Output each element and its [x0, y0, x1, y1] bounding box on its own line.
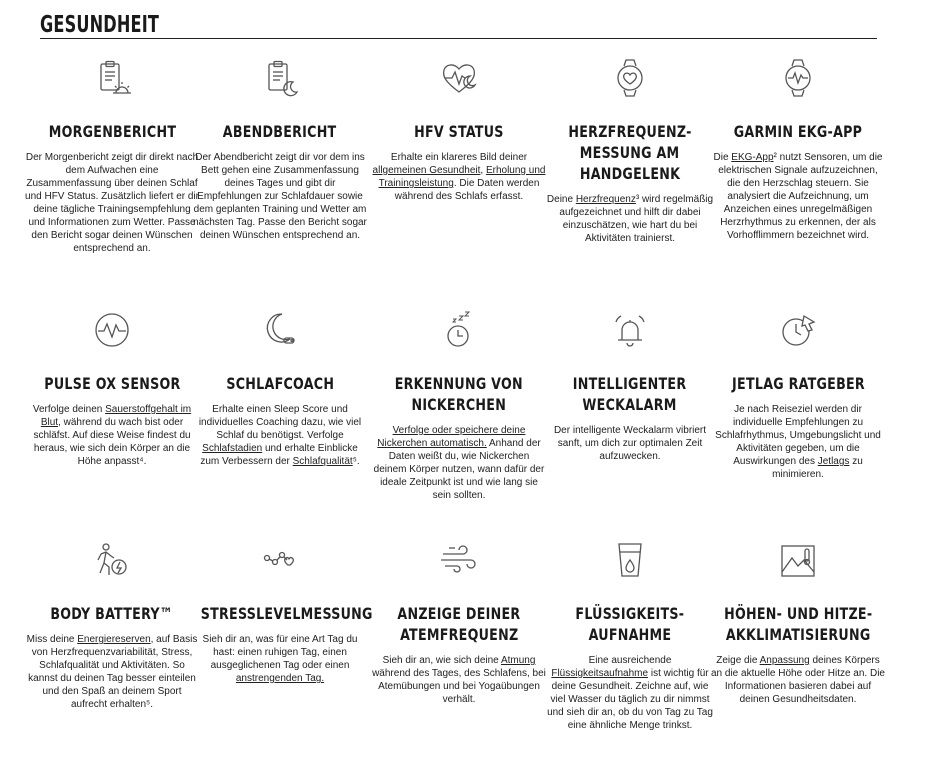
feature-pulse-ox-sensor [29, 310, 195, 530]
description-text: Anhand der Daten weißt du, wie Nickerchen deinem Körper nutzen, wann dafür der ideale Zeitpunkt ist und wie lang sie sein sollten. [373, 438, 545, 501]
description-text: , [480, 165, 486, 176]
inline-link[interactable]: Atmung [500, 655, 536, 666]
feature-description [193, 403, 367, 468]
feature-description [543, 654, 717, 732]
feature-jetlag-ratgeber [715, 310, 881, 530]
description-text: Je nach Reiseziel werden dir individuelle Empfehlungen zu Schlafrhythmus, Umgebungslicht und Aktivitäten gegeben, um die Auswirkungen des [715, 404, 881, 467]
feature-description [711, 654, 885, 706]
feature-description [372, 424, 546, 502]
inline-link[interactable]: Schlafstadien [202, 443, 263, 454]
description-text: und erhalte Einblicke zum Verbessern der [200, 443, 358, 467]
jetlag-plane-icon [715, 310, 881, 350]
alarm-bell-icon [547, 310, 713, 350]
feature-title: PULSE OX SENSOR [43, 374, 181, 393]
feature-description [543, 193, 717, 245]
feature-schlafcoach [197, 310, 363, 530]
feature-title: SCHLAFCOACH [226, 374, 334, 393]
inline-link[interactable]: allgemeinen Gesundheit [372, 165, 481, 176]
description-text: Deine [546, 194, 576, 205]
feature-höhen-und-hitze-akklimatisierung [711, 540, 885, 760]
description-text: Der Morgenbericht zeigt dir direkt nach dem Aufwachen eine Zusammenfassung über deinen Schlaf und HFV Status. Zusätzlich liefert er dir deine tägliche Trainingsempfehlung und Informationen zum Wetter. Passe den Bericht sogar deinen Wünschen entsprechend an. [25, 152, 199, 254]
feature-anzeige-deiner-atemfrequenz [372, 540, 546, 760]
feature-title: HERZFREQUENZ- MESSUNG AM HANDGELENK [568, 122, 692, 183]
inline-link[interactable]: Jetlags [817, 456, 850, 467]
heart-moon-icon [376, 58, 542, 98]
feature-description [372, 654, 546, 706]
watch-heart-icon [547, 58, 713, 98]
description-text: Eine ausreichende [588, 655, 672, 666]
description-text: ist wichtig für deine Gesundheit. Zeichne auf, wie viel Wasser du täglich zu dir nimmst und sieh dir an, ob du von Tag zu Tag eine ähnliche Menge trinkst. [547, 668, 713, 731]
inline-link[interactable]: EKG-App [731, 152, 774, 163]
feature-description [543, 424, 717, 463]
feature-description [25, 633, 199, 711]
feature-body-battery [26, 540, 198, 760]
nap-clock-icon [376, 310, 542, 350]
description-text: . Die Daten werden während des Schlafs erfasst. [394, 178, 540, 202]
description-text: , auf Basis von Herzfrequenzvariabilität, Stress, Schlafqualität und Aktivitäten. So kannst du deinen Tag besser einteilen und den Spaß an deinem Sport aufrecht erhalten⁵. [28, 634, 198, 710]
feature-description [711, 403, 885, 481]
body-battery-icon [29, 540, 195, 580]
description-text: Sieh dir an, was für eine Art Tag du hast: einen ruhigen Tag, einen ausgeglichenen Tag oder einen [202, 634, 358, 671]
pulse-ox-icon [29, 310, 195, 350]
feature-title: MORGENBERICHT [48, 122, 176, 141]
description-text: Der intelligente Weckalarm vibriert sanft, um dich zur optimalen Zeit aufzuwecken. [553, 425, 707, 462]
feature-title: HFV STATUS [414, 122, 504, 141]
feature-morgenbericht [25, 58, 199, 278]
inline-link[interactable]: Erholung und Trainingsleistung [378, 165, 546, 189]
description-text: ² nutzt Sensoren, um die elektrischen Signale aufzuzeichnen, die den Herzschlag steuern. Sie analysiert die Aufzeichnung, um Anzeichen eines unregelmäßigen Herzrhythmus zu erkennen, der als Vorhofflimmern bezeichnet wird. [718, 152, 883, 241]
feature-title: FLÜSSIGKEITS- AUFNAHME [575, 604, 685, 644]
sleep-coach-icon [197, 310, 363, 350]
description-text: ³ wird regelmäßig aufgezeichnet und hilft dir dabei einzuschätzen, wie hart du bei Aktivitäten trainierst. [559, 194, 714, 244]
description-text: ⁵. [352, 456, 360, 467]
feature-title: ERKENNUNG VON NICKERCHEN [394, 374, 524, 414]
inline-link[interactable]: Flüssigkeitsaufnahme [551, 668, 649, 679]
feature-intelligenter-weckalarm [547, 310, 713, 530]
feature-herzfrequenz-messung-am-handgelenk [547, 58, 713, 278]
feature-garmin-ekg-app [715, 58, 881, 278]
feature-stresslevelmessung [197, 540, 373, 760]
clipboard-moon-icon [197, 58, 363, 98]
feature-title: ANZEIGE DEINER ATEMFREQUENZ [397, 604, 521, 644]
inline-link[interactable]: Sauerstoffgehalt im Blut [40, 404, 192, 428]
description-text: Miss deine [26, 634, 78, 645]
feature-title: STRESSLEVELMESSUNG [200, 604, 373, 623]
feature-abendbericht [193, 58, 367, 278]
description-text: zu minimieren. [772, 456, 863, 480]
title-divider [40, 38, 877, 39]
description-text: Zeige die [716, 655, 760, 666]
breath-wind-icon [376, 540, 542, 580]
feature-flüssigkeits-aufnahme [547, 540, 713, 760]
description-text: während des Tages, des Schlafens, bei Atemübungen und bei Yogaübungen verhält. [372, 668, 546, 705]
mountain-thermometer-icon [715, 540, 881, 580]
feature-description [711, 151, 885, 242]
inline-link[interactable]: Energiereserven [77, 634, 151, 645]
feature-description [25, 151, 199, 255]
feature-hfv-status [372, 58, 546, 278]
feature-title: GARMIN EKG-APP [733, 122, 863, 141]
description-text: Erhalte ein klareres Bild deiner [390, 152, 528, 163]
stress-icon [197, 540, 363, 580]
feature-title: BODY BATTERY™ [50, 604, 174, 623]
feature-title: ABENDBERICHT [223, 122, 337, 141]
section-title: GESUNDHEIT [40, 12, 160, 38]
watch-ecg-icon [715, 58, 881, 98]
description-text: Die [713, 152, 732, 163]
feature-title: INTELLIGENTER WECKALARM [573, 374, 687, 414]
description-text: Erhalte einen Sleep Score und individuelles Coaching dazu, wie viel Schlaf du benötigst. Verfolge [198, 404, 362, 441]
description-text: Verfolge deinen [32, 404, 106, 415]
feature-description [25, 403, 199, 468]
description-text: Der Abendbericht zeigt dir vor dem ins Bett gehen eine Zusammenfassung deines Tages und gibt dir Empfehlungen zur Schlafdauer sowie dem geplanten Training und Wetter am nächsten Tag. Passe den Bericht sogar deinen Wünschen entsprechend an. [193, 152, 367, 241]
inline-link[interactable]: Anpassung [759, 655, 810, 666]
water-glass-icon [547, 540, 713, 580]
clipboard-sun-icon [29, 58, 195, 98]
description-text: , während du wach bist oder schläfst. Auf diese Weise findest du heraus, wie sich dein Körper an die Höhe anpasst⁴. [33, 417, 191, 467]
inline-link[interactable]: Verfolge oder speichere deine Nickerchen automatisch. [377, 425, 526, 449]
inline-link[interactable]: Herzfrequenz [575, 194, 636, 205]
inline-link[interactable]: Schlafqualität [292, 456, 353, 467]
description-text: Sieh dir an, wie sich deine [382, 655, 501, 666]
feature-description [193, 151, 367, 242]
feature-title: HÖHEN- UND HITZE- AKKLIMATISIERUNG [723, 604, 873, 644]
feature-description [193, 633, 367, 685]
feature-title: JETLAG RATGEBER [731, 374, 865, 393]
feature-erkennung-von-nickerchen [373, 310, 545, 530]
inline-link[interactable]: anstrengenden Tag. [235, 673, 325, 684]
feature-description [372, 151, 546, 203]
description-text: deines Körpers an die aktuelle Höhe oder Hitze an. Die Informationen basieren dabei auf deinen Gesundheitsdaten. [711, 655, 885, 705]
